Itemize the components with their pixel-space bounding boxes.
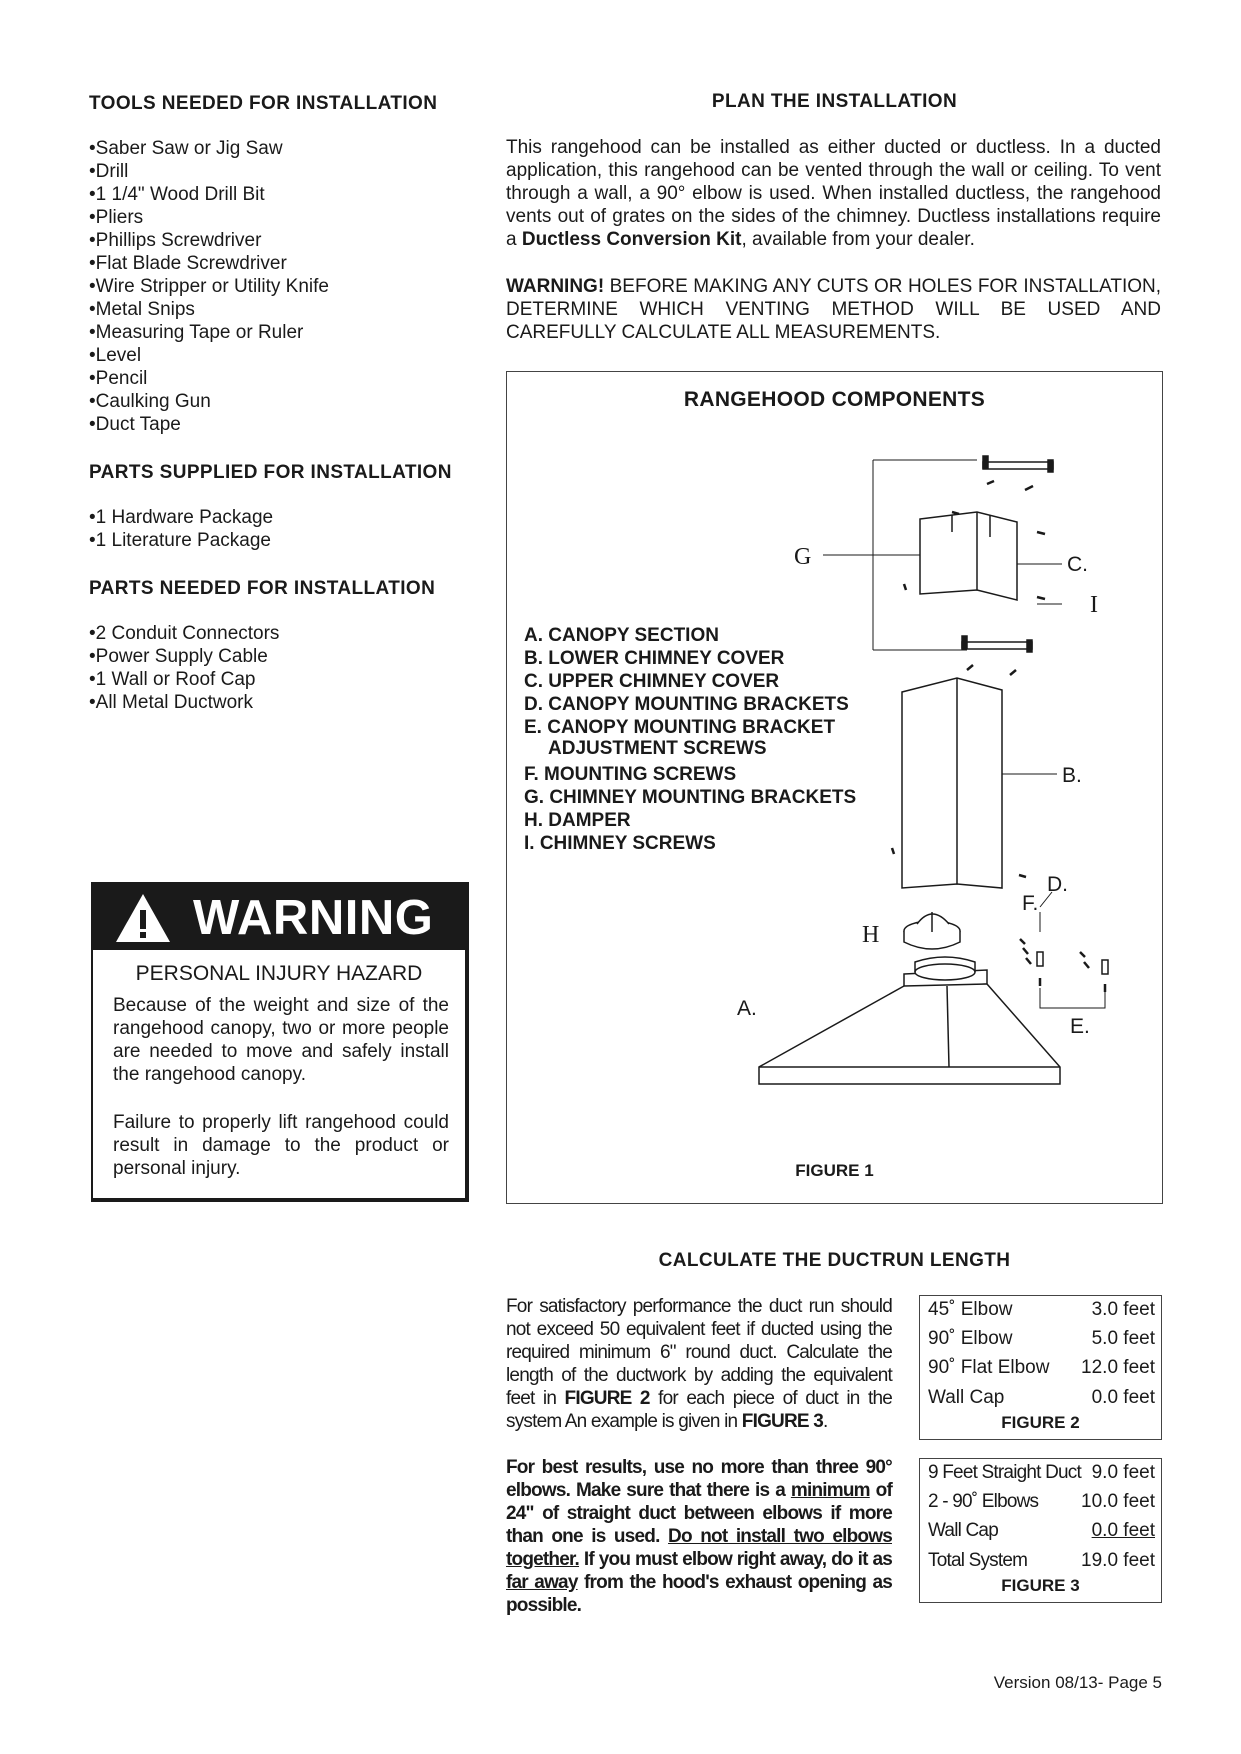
warning-triangle-icon [113, 891, 173, 945]
row-name: Wall Cap [928, 1520, 998, 1541]
callout-e: E. [1070, 1015, 1090, 1038]
components-list [524, 624, 856, 855]
row-name: 2 - 90˚ Elbows [928, 1491, 1039, 1512]
ductrun-text: . [823, 1411, 828, 1432]
row-name: 9 Feet Straight Duct [928, 1462, 1081, 1483]
row-value: 0.0 feet [1091, 1520, 1155, 1541]
figure-2-ref: FIGURE 2 [564, 1388, 650, 1409]
callout-g: G [794, 544, 812, 570]
row-value: 12.0 feet [1081, 1357, 1155, 1378]
list-item: ADJUSTMENT SCREWS [548, 738, 767, 759]
list-item: • Duct Tape [89, 413, 329, 436]
list-item: • Saber Saw or Jig Saw [89, 137, 329, 160]
page-footer: Version 08/13- Page 5 [993, 1673, 1162, 1692]
list-item: I. CHIMNEY SCREWS [524, 833, 716, 854]
warning-label: WARNING! [506, 276, 605, 297]
list-item: D. CANOPY MOUNTING BRACKETS [524, 694, 849, 715]
figure-2-caption: FIGURE 2 [1001, 1413, 1080, 1432]
row-value: 9.0 feet [1091, 1462, 1155, 1483]
list-item: G. CHIMNEY MOUNTING BRACKETS [524, 787, 857, 808]
row-value: 0.0 feet [1091, 1387, 1155, 1408]
upper-chimney-bracket [983, 456, 1053, 472]
callout-h: H [862, 922, 880, 948]
minimum-text: minimum [790, 1480, 870, 1501]
table-row [928, 1328, 1155, 1356]
callout-f: F. [1022, 892, 1039, 915]
list-item: • 1 Hardware Package [89, 506, 273, 529]
table-row [928, 1550, 1155, 1578]
row-name: 45˚ Elbow [928, 1299, 1013, 1320]
damper [904, 912, 960, 949]
plan-paragraph [506, 136, 1161, 251]
list-item: • Caulking Gun [89, 390, 329, 413]
upper-chimney-cover [920, 512, 1017, 600]
warning-title: WARNING [193, 891, 434, 945]
warning-box [91, 882, 469, 1202]
tools-list [89, 137, 329, 436]
plan-text: This rangehood can be installed as either ducted or ductless. In a ducted application, this rangehood can be vented through the wall or ceiling. To vent through a wall, a 90° elbow is used. When installed ductless, the rangehood vents out of grates on the sides of the chimney. Ductless installations require a [506, 137, 1161, 250]
list-item: • Phillips Screwdriver [89, 229, 329, 252]
figure-3-table [919, 1458, 1162, 1603]
plan-text-end: , available from your dealer. [741, 229, 975, 250]
list-item: A. CANOPY SECTION [524, 625, 719, 646]
warning-paragraph: Failure to properly lift rangehood could result in damage to the product or personal injury. [113, 1112, 449, 1179]
list-item: • Metal Snips [89, 298, 329, 321]
list-item: • All Metal Ductwork [89, 691, 279, 714]
best-results-text: For best results, use no more than three 90° elbows. Make sure that there is a [506, 1457, 892, 1501]
plan-warning [506, 275, 1161, 344]
warning-paragraph: Because of the weight and size of the rangehood canopy, two or more people are needed to move and safely install the rangehood canopy. [113, 995, 449, 1085]
list-item: • Level [89, 344, 329, 367]
warning-text: BEFORE MAKING ANY CUTS OR HOLES FOR INSTALLATION, DETERMINE WHICH VENTING METHOD WILL BE USED AND CAREFULLY CALCULATE ALL MEASUREMENTS. [506, 276, 1161, 343]
row-value: 3.0 feet [1091, 1299, 1155, 1320]
warning-banner [93, 884, 465, 950]
plan-heading: PLAN THE INSTALLATION [711, 91, 958, 112]
hazard-label: PERSONAL INJURY HAZARD [135, 962, 423, 985]
parts-needed-heading: PARTS NEEDED FOR INSTALLATION [89, 578, 436, 599]
list-item: • 1 Literature Package [89, 529, 273, 552]
figure-1-caption: FIGURE 1 [795, 1161, 874, 1180]
callout-a: A. [737, 997, 757, 1020]
list-item: H. DAMPER [524, 810, 631, 831]
do-not-install-text: Do not install two elbows together. [506, 1526, 892, 1570]
table-row [928, 1357, 1155, 1385]
table-row [928, 1491, 1155, 1519]
ductrun-heading: CALCULATE THE DUCTRUN LENGTH [658, 1250, 1011, 1271]
parts-supplied-list [89, 506, 273, 552]
best-results-text: of 24" of straight duct between elbows if more than one is used. [506, 1480, 893, 1547]
canopy-mounting-brackets [1020, 939, 1108, 992]
far-away-text: far away [506, 1572, 578, 1593]
ductrun-paragraph [506, 1295, 892, 1433]
callout-b: B. [1062, 764, 1082, 787]
table-row [928, 1299, 1155, 1327]
list-item: • 1 Wall or Roof Cap [89, 668, 279, 691]
lower-chimney-cover [902, 678, 1002, 888]
row-value: 19.0 feet [1081, 1550, 1155, 1571]
list-item: • Pliers [89, 206, 329, 229]
row-value: 5.0 feet [1091, 1328, 1155, 1349]
row-name: 90˚ Flat Elbow [928, 1357, 1050, 1378]
list-item: C. UPPER CHIMNEY COVER [524, 671, 780, 692]
list-item: B. LOWER CHIMNEY COVER [524, 648, 785, 669]
callout-d: D. [1047, 873, 1068, 896]
list-item: • Wire Stripper or Utility Knife [89, 275, 329, 298]
list-item: • Flat Blade Screwdriver [89, 252, 329, 275]
list-item: • Measuring Tape or Ruler [89, 321, 329, 344]
callout-i: I [1090, 592, 1098, 618]
canopy-section [759, 957, 1060, 1084]
list-item: • Pencil [89, 367, 329, 390]
figure-3-caption: FIGURE 3 [1001, 1576, 1080, 1595]
list-item: • 1 1/4" Wood Drill Bit [89, 183, 329, 206]
ductless-kit-label: Ductless Conversion Kit [521, 229, 742, 250]
components-figure [506, 371, 1163, 1204]
components-title: RANGEHOOD COMPONENTS [683, 388, 986, 411]
best-results-text: from the hood's exhaust opening as possible. [506, 1572, 892, 1616]
figure-3-ref: FIGURE 3 [741, 1411, 824, 1432]
list-item: • Power Supply Cable [89, 645, 279, 668]
row-name: Wall Cap [928, 1387, 1005, 1408]
list-item: • 2 Conduit Connectors [89, 622, 279, 645]
ductrun-text: For satisfactory performance the duct run should not exceed 50 equivalent feet if ducted using the required minimum 6" round duct. Calculate the length of the ductwork by adding the equivalent feet in [506, 1296, 892, 1409]
ductrun-text: for each piece of duct in the system An example is given in [506, 1388, 892, 1432]
tools-heading: TOOLS NEEDED FOR INSTALLATION [89, 93, 438, 114]
list-item: E. CANOPY MOUNTING BRACKET [524, 717, 836, 738]
row-name: 90˚ Elbow [928, 1328, 1013, 1349]
parts-needed-list [89, 622, 279, 714]
lower-chimney-bracket [962, 636, 1032, 652]
best-results-text: If you must elbow right away, do it as [579, 1549, 892, 1570]
best-results-paragraph [506, 1456, 892, 1617]
row-value: 10.0 feet [1081, 1491, 1155, 1512]
parts-supplied-heading: PARTS SUPPLIED FOR INSTALLATION [89, 462, 452, 483]
table-row [928, 1462, 1155, 1490]
callout-c: C. [1067, 553, 1088, 576]
list-item: F. MOUNTING SCREWS [524, 764, 737, 785]
table-row [928, 1387, 1155, 1415]
table-row [928, 1520, 1155, 1548]
figure-2-table [919, 1295, 1162, 1440]
list-item: • Drill [89, 160, 329, 183]
row-name: Total System [928, 1550, 1028, 1571]
